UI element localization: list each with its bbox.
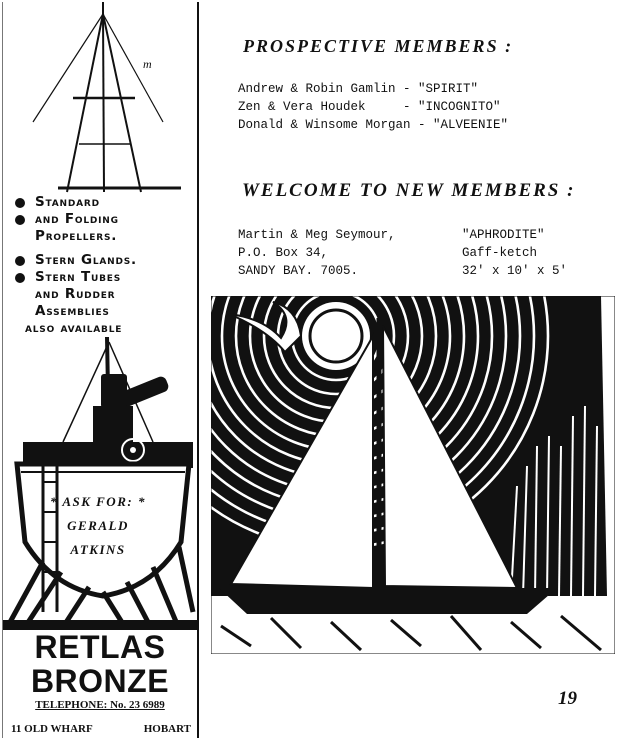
- retlas-bronze-advertisement: [2, 2, 199, 738]
- member-entry: Donald & Winsome Morgan - "ALVEENIE": [238, 118, 509, 132]
- prospective-members-list: [238, 80, 508, 134]
- feature-item: and Folding: [13, 211, 197, 228]
- prospective-members-heading: PROSPECTIVE MEMBERS :: [243, 36, 514, 56]
- feature-item: Stern Tubes: [13, 269, 197, 286]
- boat-dimensions: 32' x 10' x 5': [462, 264, 568, 278]
- contact-first-name: GERALD: [67, 518, 129, 533]
- address-city: HOBART: [143, 723, 191, 735]
- contact-last-name: ATKINS: [70, 542, 126, 557]
- sailboat-sun-illustration: [211, 296, 615, 654]
- boat-details: [462, 226, 567, 280]
- address-street: 11 OLD WHARF: [11, 723, 93, 735]
- brand-line-2: BRONZE: [30, 663, 170, 699]
- feature-item: Assemblies: [35, 303, 110, 319]
- boat-rig: Gaff-ketch: [462, 246, 538, 260]
- member-address: [238, 226, 396, 280]
- feature-item: Stern Glands.: [13, 252, 197, 269]
- member-entry: Andrew & Robin Gamlin - "SPIRIT": [238, 82, 479, 96]
- feature-item: also available: [25, 320, 123, 336]
- page-number: 19: [558, 688, 577, 709]
- address-line: P.O. Box 34,: [238, 246, 329, 260]
- feature-item: Standard: [13, 194, 197, 211]
- street-address: [11, 723, 191, 735]
- welcome-new-members-heading: WELCOME TO NEW MEMBERS :: [242, 180, 576, 201]
- address-line: Martin & Meg Seymour,: [238, 228, 396, 242]
- boat-name: "APHRODITE": [462, 228, 545, 242]
- address-line: SANDY BAY. 7005.: [238, 264, 359, 278]
- brand-line-1: RETLAS: [34, 629, 166, 665]
- brand-name: [3, 630, 197, 698]
- feature-item: Propellers.: [35, 228, 118, 244]
- contact-person: [45, 490, 151, 562]
- feature-list: [13, 194, 197, 337]
- ask-for-label: * ASK FOR: *: [50, 494, 146, 509]
- svg-text:m: m: [143, 57, 152, 71]
- telephone-number: TELEPHONE: No. 23 6989: [35, 699, 165, 711]
- feature-item: and Rudder: [35, 286, 116, 302]
- member-entry: Zen & Vera Houdek - "INCOGNITO": [238, 100, 501, 114]
